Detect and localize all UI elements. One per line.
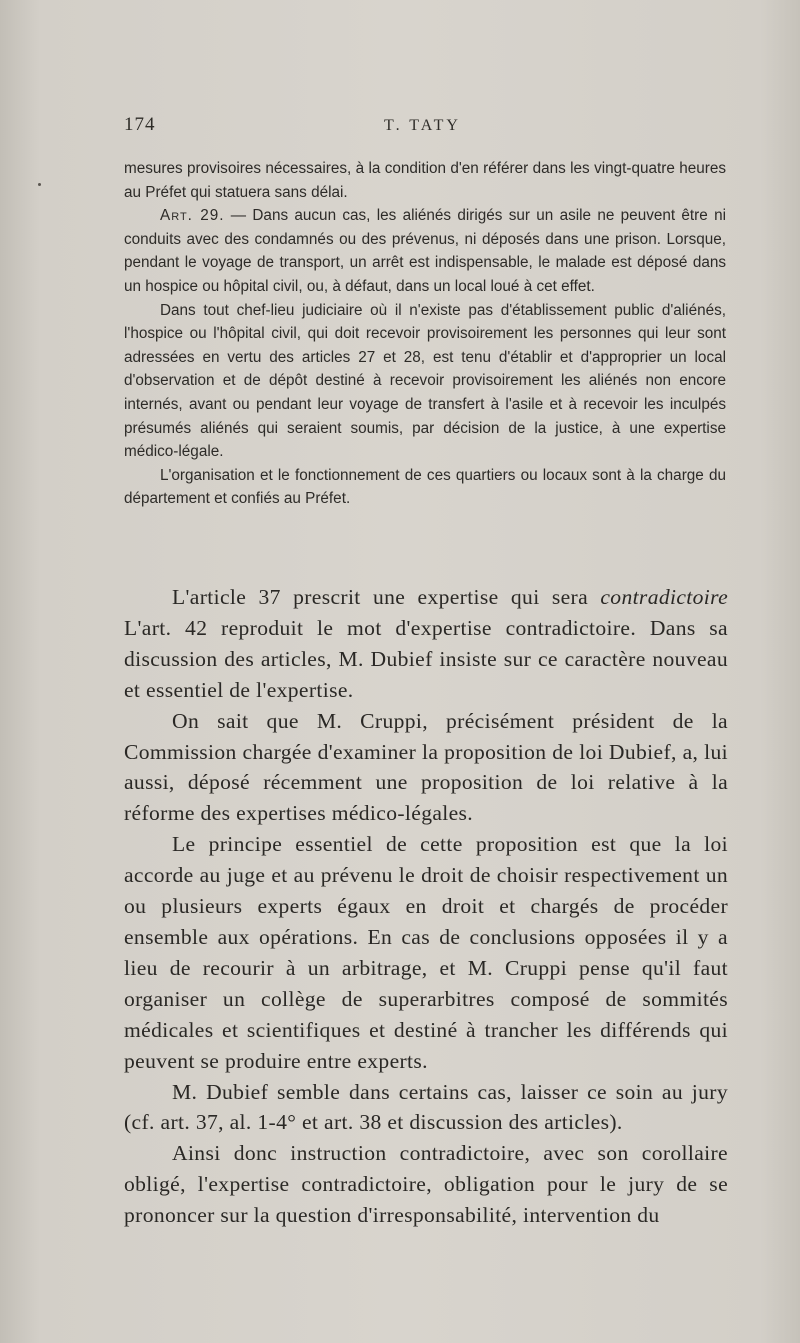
body-paragraph-1 <box>124 582 728 706</box>
body-paragraph-5: Ainsi donc instruction contradictoire, avec son corollaire obligé, l'expertise contradictoire, obligation pour le jury de se prononcer sur la question d'irresponsabilité, intervention du <box>124 1141 728 1228</box>
page-header <box>124 114 726 138</box>
margin-speck <box>38 183 41 186</box>
law-paragraph-3: Dans tout chef-lieu judiciaire où il n'existe pas d'établissement public d'aliénés, l'hospice ou l'hôpital civil, qui doit recevoir provisoirement les personnes qui leur sont adressées en vertu des articles 27 et 28, est tenu d'établir et d'approprier un local d'observation et de dépôt destiné à recevoir provisoirement les aliénés non encore internés, avant ou pendant leur voyage de transfert à l'asile et à recevoir les inculpés présumés aliénés qui seraient soumis, par décision de la justice, à une expertise médico-légale. <box>124 301 726 461</box>
law-paragraph-article-29 <box>124 204 726 298</box>
body-paragraph-1-b: L'art. 42 reproduit le mot d'expertise contradictoire. Dans sa discussion des articles, M. Dubief insiste sur ce caractère nouveau et essentiel de l'expertise. <box>124 615 728 702</box>
running-head: T. TATY <box>384 117 461 134</box>
body-paragraph-1-a: L'article 37 prescrit une expertise qui sera <box>172 585 601 609</box>
body-paragraph-4: M. Dubief semble dans certains cas, laisser ce soin au jury (cf. art. 37, al. 1-4° et art. 38 et discussion des articles). <box>124 1079 728 1135</box>
body-text <box>124 582 728 1231</box>
body-paragraph-2: On sait que M. Cruppi, précisément président de la Commission chargée d'examiner la proposition de loi Dubief, a, lui aussi, déposé récemment une proposition de loi relative à la réforme des expertises médico-légales. <box>124 708 728 826</box>
body-paragraph-3: Le principe essentiel de cette proposition est que la loi accorde au juge et au prévenu le droit de choisir respectivement un ou plusieurs experts égaux en droit et chargés de procéder ensemble aux opérations. En cas de conclusions opposées il y a lieu de recourir à un arbitrage, et M. Cruppi pense qu'il faut organiser un collège de superarbitres composé de sommités médicales et scientifiques et destiné à trancher les différends qui peuvent se produire entre experts. <box>124 832 728 1073</box>
article-29-text: — Dans aucun cas, les aliénés dirigés sur un asile ne peuvent être ni conduits avec des condamnés ou des prévenus, ni déposés dans une prison. Lorsque, pendant le voyage de transport, un arrêt est indispensable, le malade est déposé dans un hospice ou hôpital civil, ou, à défaut, dans un local loué à cet effet. <box>124 207 726 295</box>
emphasis-contradictoire: contradictoire <box>600 585 728 609</box>
law-paragraph-1: mesures provisoires nécessaires, à la condition d'en référer dans les vingt-quatre heures au Préfet qui statuera sans délai. <box>124 160 726 201</box>
quoted-law-text <box>124 157 726 511</box>
page-number: 174 <box>124 114 156 135</box>
law-paragraph-4: L'organisation et le fonctionnement de ces quartiers ou locaux sont à la charge du département et confiés au Préfet. <box>124 466 726 508</box>
article-label: Art. 29. <box>160 207 225 225</box>
